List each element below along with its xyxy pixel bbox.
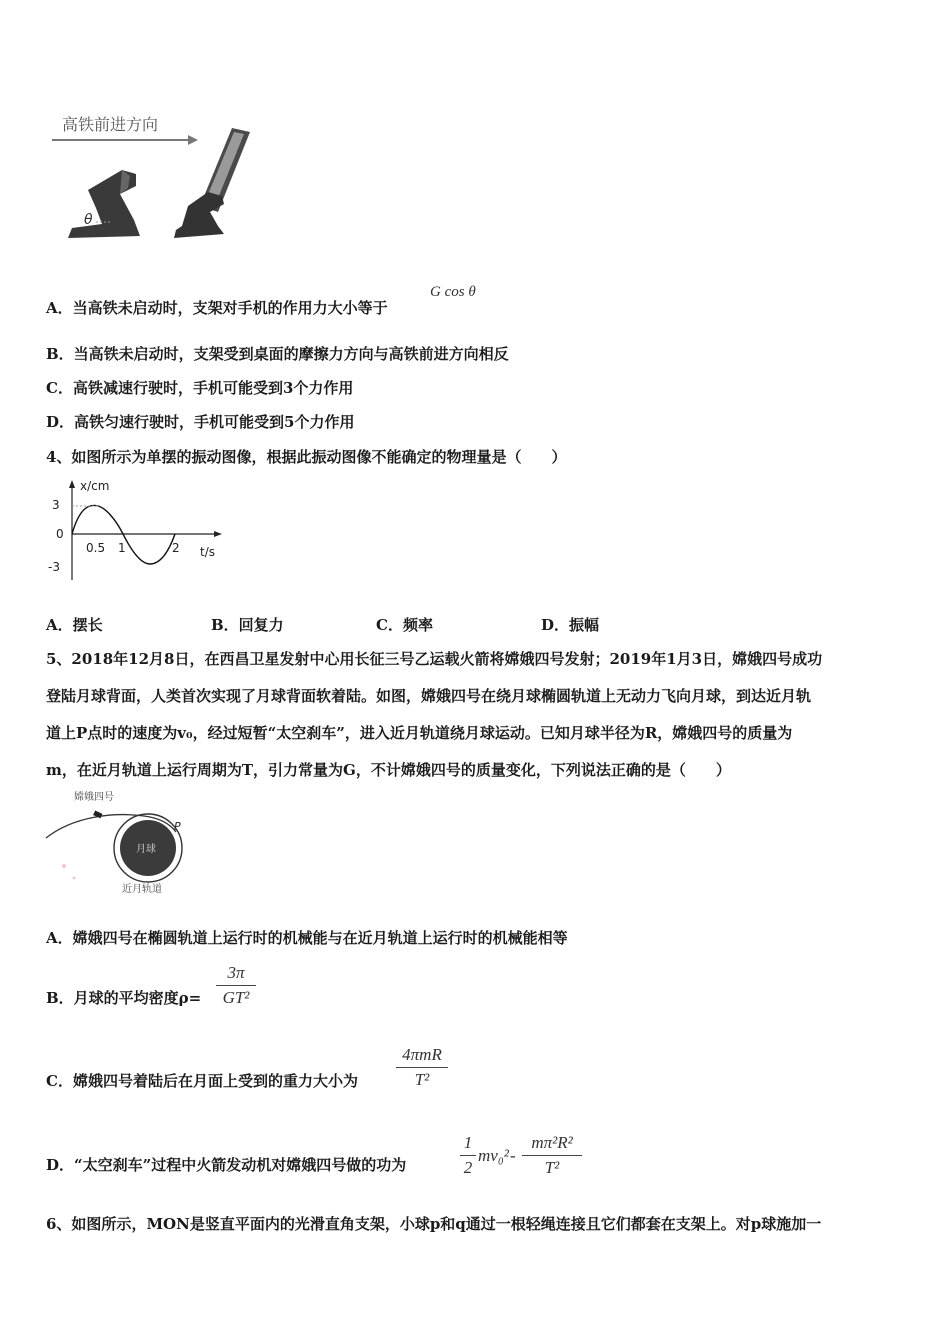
oscillation-graph — [44, 476, 234, 586]
x-axis-label: t/s — [200, 545, 215, 559]
q3-option-c: C．高铁减速行驶时，手机可能受到3个力作用 — [46, 379, 354, 397]
sine-curve — [72, 505, 175, 564]
q5-option-b-fraction — [216, 962, 256, 1009]
q4-stem: 4、如图所示为单摆的振动图像，根据此振动图像不能确定的物理量是（ ） — [46, 448, 567, 466]
q6-stem-line1: 6、如图所示，MON是竖直平面内的光滑直角支架，小球p和q通过一根轻绳连接且它们都套在支架上。对p球施加一 — [46, 1215, 822, 1233]
q5-option-c-fraction — [396, 1044, 448, 1091]
x-tick-1: 1 — [118, 541, 126, 555]
moon-label: 月球 — [136, 844, 156, 855]
q3-option-d: D．高铁匀速行驶时，手机可能受到5个力作用 — [46, 413, 355, 431]
q5-option-d: D．“太空刹车”过程中火箭发动机对嫦娥四号做的功为 — [46, 1156, 407, 1174]
orbit-label: 近月轨道 — [122, 884, 162, 895]
q3-option-a-formula: G cos θ — [430, 284, 476, 300]
q5-option-b: B．月球的平均密度ρ= — [46, 989, 202, 1007]
y-axis-label: x/cm — [80, 479, 110, 493]
origin-label: 0 — [56, 527, 64, 541]
x-tick-0-5: 0.5 — [86, 541, 106, 555]
train-direction-label: 高铁前进方向 — [62, 115, 159, 134]
probe-label: 嫦娥四号 — [74, 792, 114, 803]
q4-option-c: C．频率 — [376, 616, 433, 634]
q5-c-numerator: 4πmR — [402, 1045, 442, 1064]
lunar-orbit-figure — [44, 786, 204, 896]
q5-b-denominator: GT² — [222, 988, 250, 1007]
q5-c-denominator: T² — [414, 1070, 430, 1089]
direction-arrow-head — [188, 135, 198, 145]
q5-option-a: A．嫦娥四号在椭圆轨道上运行时的机械能与在近月轨道上运行时的机械能相等 — [46, 929, 568, 947]
q4-option-d: D．振幅 — [541, 616, 600, 634]
q5-stem-line3: 道上P点时的速度为v₀，经过短暂“太空刹车”，进入近月轨道绕月球运动。已知月球半径为R，嫦娥四号的质量为 — [46, 724, 793, 742]
q3-option-b: B．当高铁未启动时，支架受到桌面的摩擦力方向与高铁前进方向相反 — [46, 345, 509, 363]
q5-stem-line2: 登陆月球背面，人类首次实现了月球背面软着陆。如图，嫦娥四号在绕月球椭圆轨道上无动力飞向月球，到达近月轨 — [46, 687, 812, 705]
q5-d-minus: - — [510, 1146, 516, 1165]
q5-d-kinetic-term: mv₀² — [478, 1146, 509, 1165]
q5-option-c: C．嫦娥四号着陆后在月面上受到的重力大小为 — [46, 1072, 358, 1090]
q5-stem-line4: m，在近月轨道上运行周期为T，引力常量为G，不计嫦娥四号的质量变化，下列说法正确的是（ ） — [46, 761, 731, 779]
right-holder — [174, 192, 224, 238]
y-tick-top: 3 — [52, 498, 60, 512]
q4-option-a: A．摆长 — [46, 616, 103, 634]
q5-b-numerator: 3π — [227, 963, 245, 982]
q5-stem-line1: 5、2018年12月8日，在西昌卫星发射中心用长征三号乙运载火箭将嫦娥四号发射；2019年1月3日，嫦娥四号成功 — [46, 650, 823, 668]
x-tick-2: 2 — [172, 541, 180, 555]
q5-option-d-half: 1 2 — [460, 1132, 476, 1179]
angle-label: θ — [84, 212, 93, 228]
q3-option-a: A．当高铁未启动时，支架对手机的作用力大小等于 — [46, 299, 388, 317]
q5-option-d-fraction: mπ²R² T² — [522, 1132, 582, 1179]
phone-holder-figure — [48, 108, 268, 248]
q4-option-b: B．回复力 — [211, 616, 284, 634]
point-p-label: P — [174, 820, 181, 833]
y-tick-bottom: -3 — [48, 560, 60, 574]
